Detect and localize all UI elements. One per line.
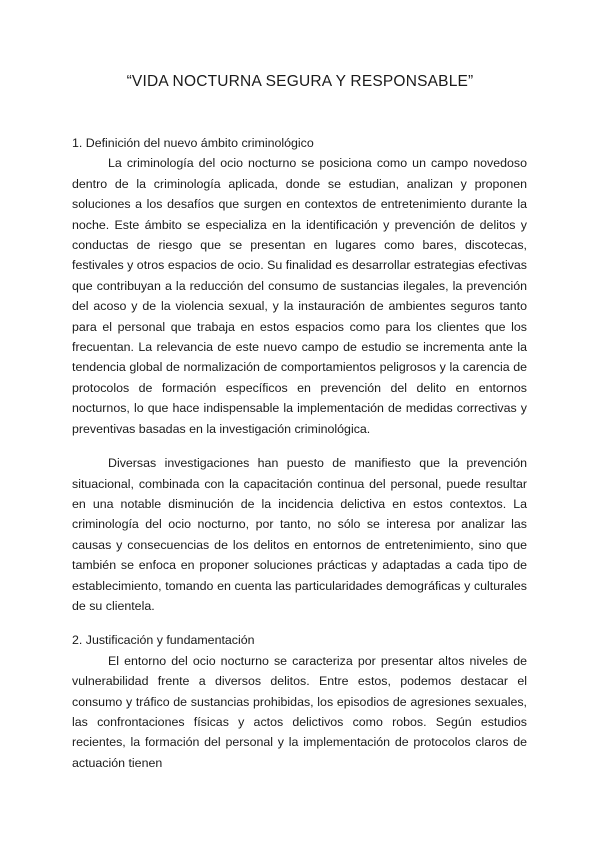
section-1-paragraph-2: Diversas investigaciones han puesto de manifiesto que la prevención situacional, combinada con la capacitación continua del personal, puede resultar en una notable disminución de la incidencia delictiva en estos contextos. La criminología del ocio nocturno, por tanto, no sólo se interesa por analizar las causas y consecuencias de los delitos en entornos de entretenimiento, sino que también se enfoca en proponer soluciones prácticas y adaptadas a cada tipo de establecimiento, tomando en cuenta las particularidades demográficas y culturales de su clientela. (72, 456, 527, 613)
document-title: “VIDA NOCTURNA SEGURA Y RESPONSABLE” (126, 73, 474, 90)
section-heading-2: 2. Justificación y fundamentación (72, 633, 255, 648)
section-2-paragraph-1: El entorno del ocio nocturno se caracteriza por presentar altos niveles de vulnerabilidad frente a diversos delitos. Entre estos, podemos destacar el consumo y tráfico de sustancias prohibidas, los episodios de agresiones sexuales, las confrontaciones físicas y actos delictivos como robos. Según estudios recientes, la formación del personal y la implementación de protocolos claros de actuación tienen (72, 653, 527, 770)
section-heading-1: 1. Definición del nuevo ámbito criminológico (72, 136, 314, 150)
document-body (72, 133, 527, 773)
section-1-paragraph-1: La criminología del ocio nocturno se posiciona como un campo novedoso dentro de la criminología aplicada, donde se estudian, analizan y proponen soluciones a los desafíos que surgen en contextos de entretenimiento durante la noche. Este ámbito se especializa en la identificación y prevención de delitos y conductas de riesgo que se presentan en lugares como bares, discotecas, festivales y otros espacios de ocio. Su finalidad es desarrollar estrategias efectivas que contribuyan a la reducción del consumo de sustancias ilegales, la prevención del acoso y de la violencia sexual, y la instauración de ambientes seguros tanto para el personal que trabaja en estos espacios como para los clientes que los frecuentan. La relevancia de este nuevo campo de estudio se incrementa ante la tendencia global de normalización de comportamientos peligrosos y la carencia de protocolos de formación específicos en prevención del delito en entornos nocturnos, lo que hace indispensable la implementación de medidas correctivas y preventivas basadas en la investigación criminológica. (72, 156, 527, 436)
